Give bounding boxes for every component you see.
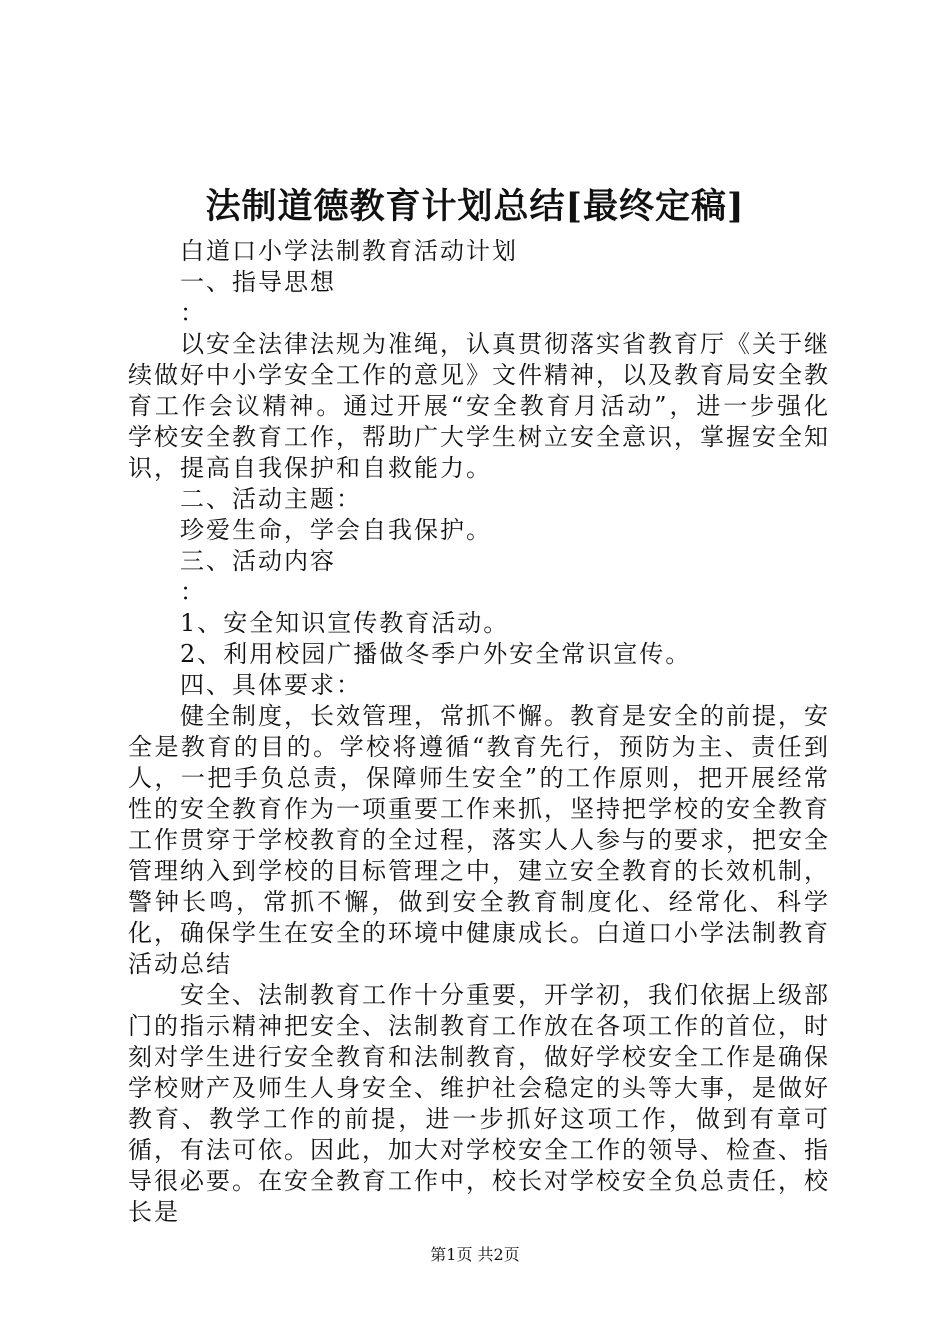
document-title: 法制道德教育计划总结[最终定稿]: [205, 186, 745, 227]
requirements-paragraph: 健全制度，长效管理，常抓不懈。教育是安全的前提，安全是教育的目的。学校将遵循“教育先行，预防为主、责任到人，一把手负总责，保障师生安全”的工作原则，把开展经常性的安全教育作为一项重要工作来抓，坚持把学校的安全教育工作贯穿于学校教育的全过程，落实人人参与的要求，把安全管理纳入到学校的目标管理之中，建立安全教育的长效机制，警钟长鸣，常抓不懈，做到安全教育制度化、经常化、科学化，确保学生在安全的环境中健康成长。白道口小学法制教育活动总结: [128, 702, 830, 978]
section-heading-content: 三、活动内容: [180, 547, 336, 575]
guiding-thought-paragraph: 以安全法律法规为准绳，认真贯彻落实省教育厅《关于继续做好中小学安全工作的意见》文件精神，以及教育局安全教育工作会议精神。通过开展“安全教育月活动”，进一步强化学校安全教育工作，帮助广大学生树立安全意识，掌握安全知识，提高自我保护和自救能力。: [128, 330, 830, 482]
theme-text: 珍爱生命，学会自我保护。: [180, 516, 492, 544]
section-heading-theme: 二、活动主题：: [180, 485, 362, 513]
summary-paragraph: 安全、法制教育工作十分重要，开学初，我们依据上级部门的指示精神把安全、法制教育工作放在各项工作的首位，时刻对学生进行安全教育和法制教育，做好学校安全工作是确保学校财产及师生人身安全、维护社会稳定的头等大事，是做好教育、教学工作的前提，进一步抓好这项工作，做到有章可循，有法可依。因此，加大对学校安全工作的领导、检查、指导很必要。在安全教育工作中，校长对学校安全负总责任，校长是: [128, 981, 830, 1226]
document-body: [128, 236, 830, 1228]
plan-heading: 白道口小学法制教育活动计划: [180, 237, 518, 265]
section-heading-guiding-thought: 一、指导思想: [180, 268, 336, 296]
content-item-2: 2、利用校园广播做冬季户外安全常识宣传。: [180, 640, 692, 668]
colon-line: ：: [180, 299, 206, 327]
page-footer: 第1页 共2页: [430, 1245, 520, 1264]
section-heading-requirements: 四、具体要求：: [180, 671, 362, 699]
colon-line: ：: [180, 578, 206, 606]
content-item-1: 1、安全知识宣传教育活动。: [180, 609, 510, 637]
